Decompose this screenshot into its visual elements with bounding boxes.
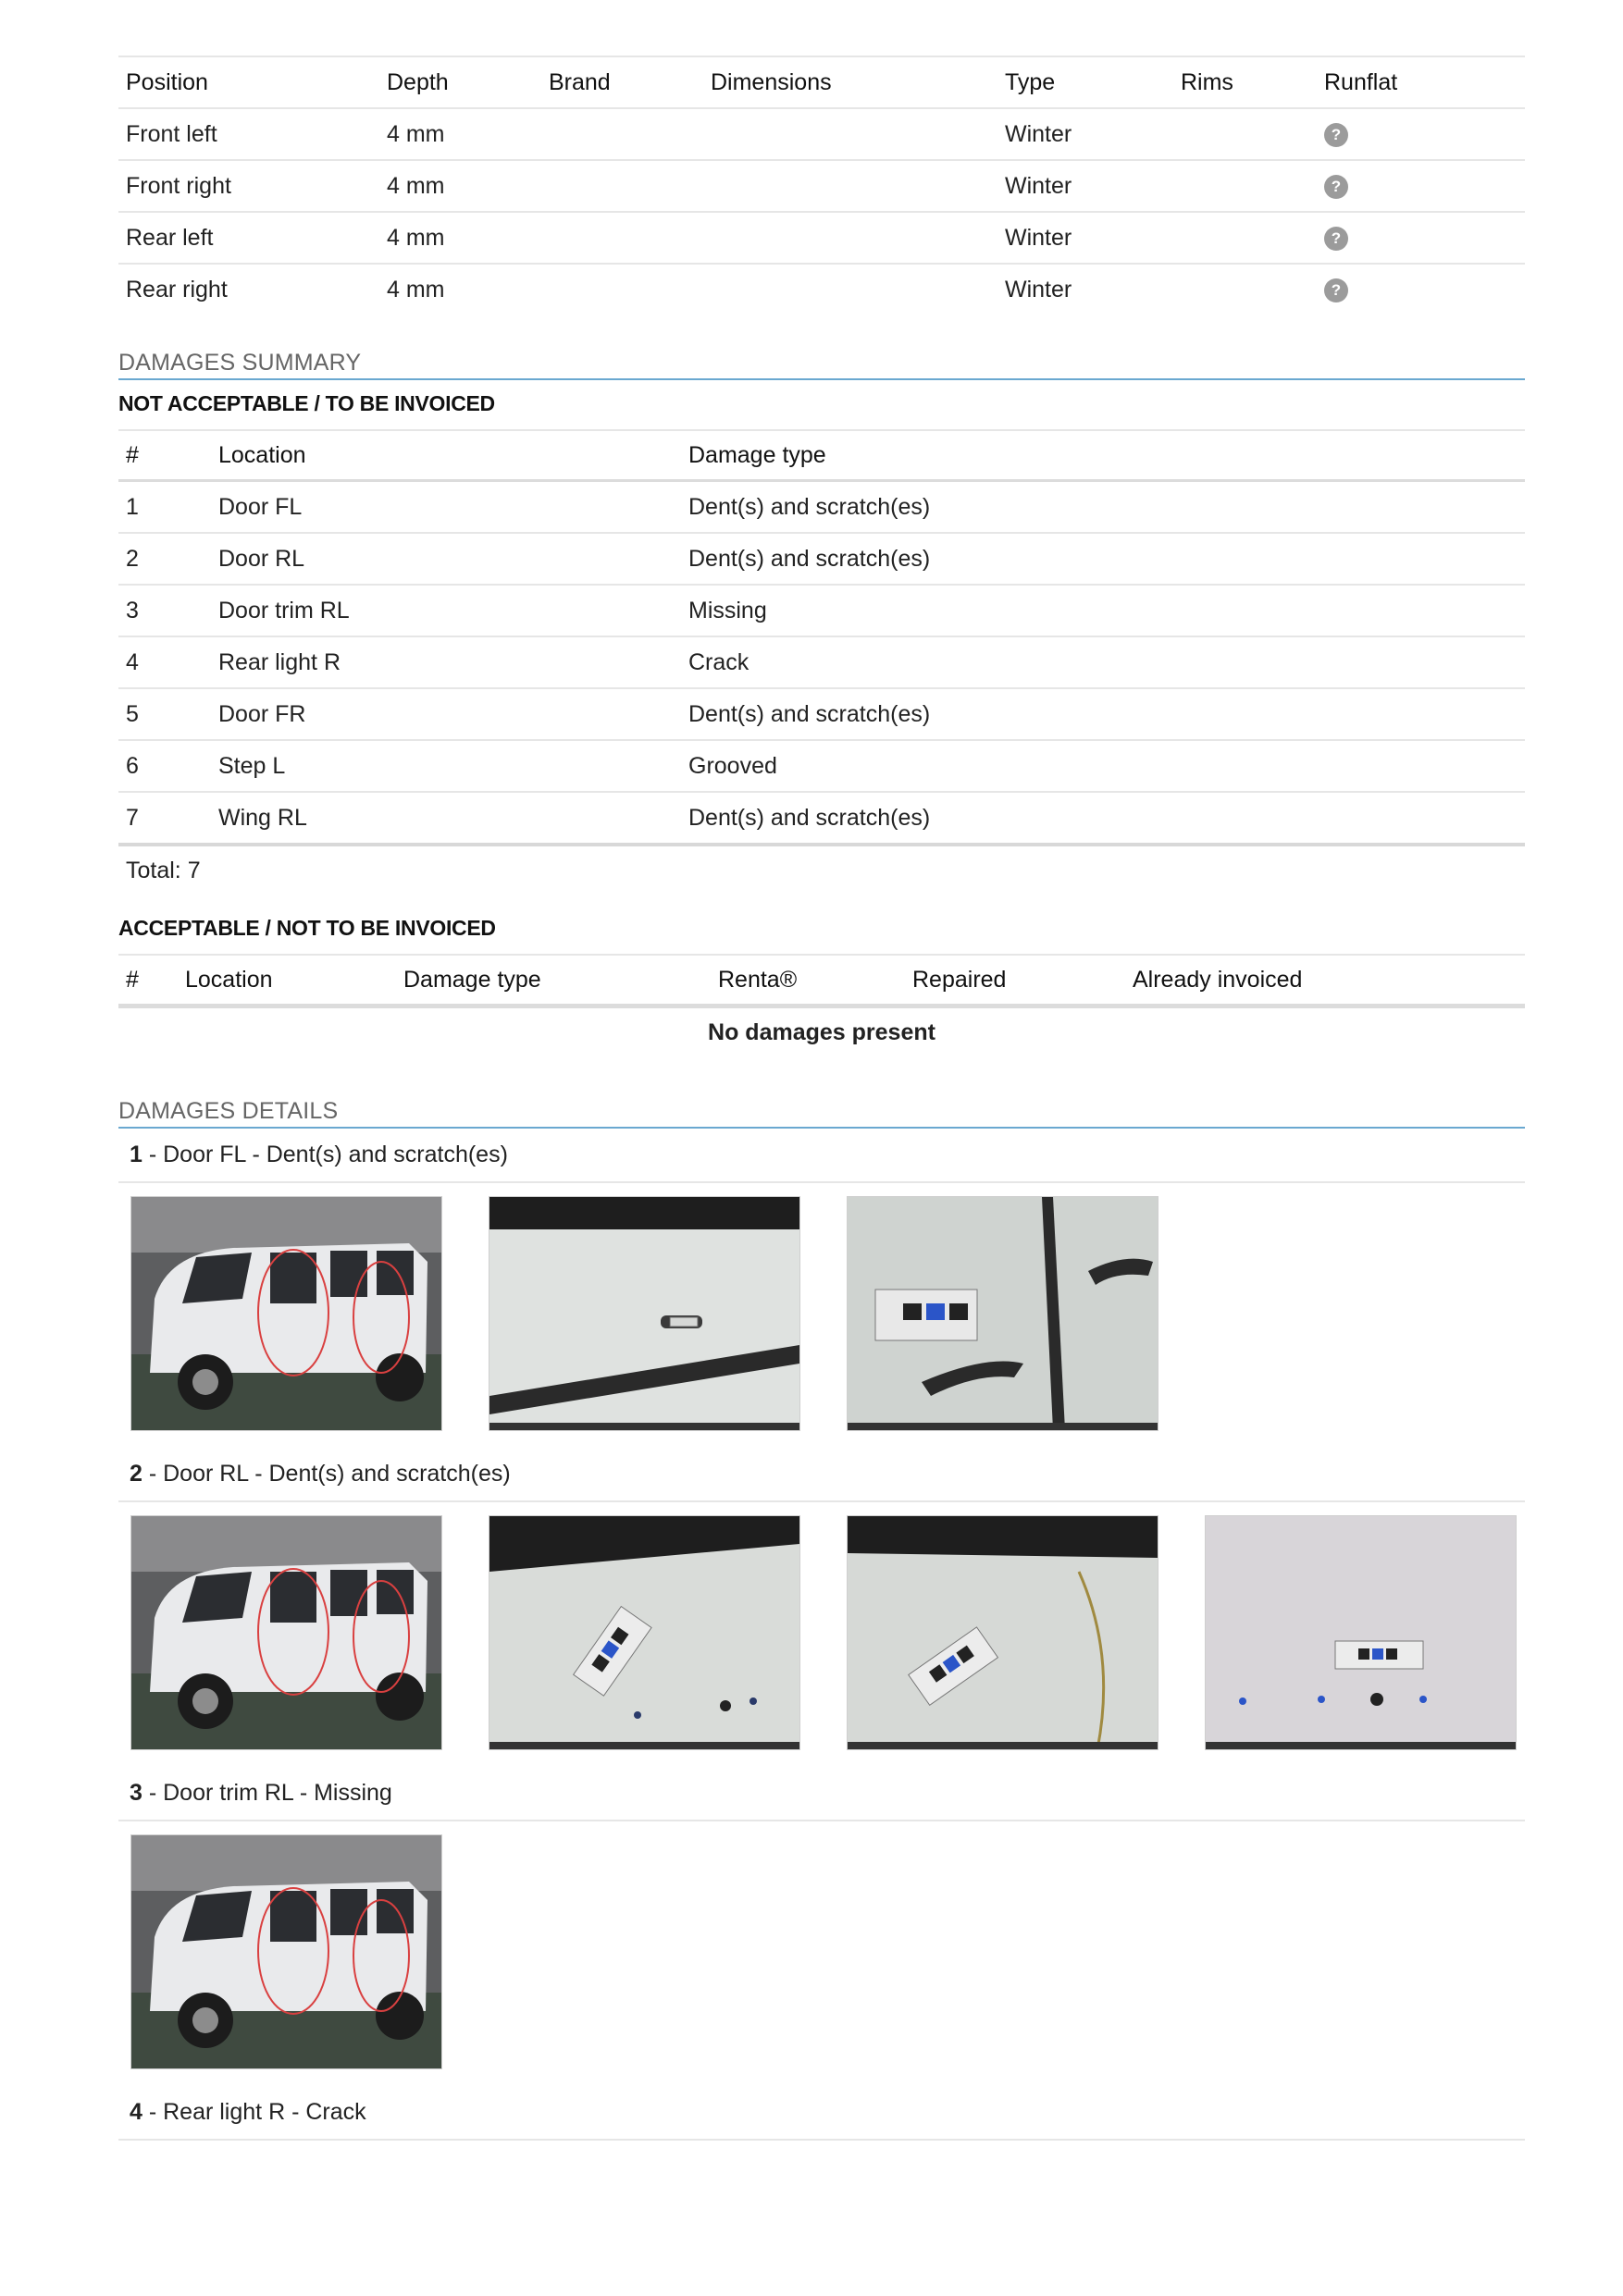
not-acceptable-heading: NOT ACCEPTABLE / TO BE INVOICED bbox=[118, 380, 1525, 431]
tire-depth: 4 mm bbox=[387, 276, 445, 302]
photo-door-closeup[interactable] bbox=[489, 1196, 800, 1431]
damage-number: 7 bbox=[126, 804, 139, 831]
damage-number: 4 bbox=[126, 648, 139, 675]
tire-rims bbox=[1173, 212, 1317, 264]
col-number: # bbox=[126, 441, 139, 468]
photo-van-overview[interactable] bbox=[130, 1515, 442, 1750]
tire-dimensions bbox=[703, 264, 997, 315]
tire-depth: 4 mm bbox=[387, 120, 445, 147]
tire-rims bbox=[1173, 160, 1317, 212]
tire-depth: 4 mm bbox=[387, 172, 445, 199]
col-runflat: Runflat bbox=[1324, 68, 1398, 95]
photo-gallery bbox=[118, 1502, 1525, 1767]
tire-brand bbox=[541, 264, 703, 315]
photo-gallery bbox=[118, 1183, 1525, 1448]
damage-detail-heading bbox=[118, 1767, 1525, 1821]
damage-detail-text: - Door trim RL - Missing bbox=[142, 1780, 392, 1806]
photo-van-overview[interactable] bbox=[130, 1834, 442, 2069]
col-location: Location bbox=[218, 441, 306, 468]
table-row bbox=[118, 792, 1525, 843]
damage-detail-number: 2 bbox=[130, 1461, 142, 1487]
tire-dimensions bbox=[703, 160, 997, 212]
tire-position: Rear left bbox=[126, 224, 214, 251]
tire-dimensions bbox=[703, 108, 997, 160]
col-damage-type: Damage type bbox=[403, 966, 541, 993]
tire-type: Winter bbox=[1005, 120, 1072, 147]
damage-location: Door FR bbox=[218, 700, 306, 727]
not-acceptable-table bbox=[118, 431, 1525, 843]
damage-type: Dent(s) and scratch(es) bbox=[688, 545, 931, 572]
damages-total: Total: 7 bbox=[118, 843, 1525, 895]
damage-detail-text: - Door RL - Dent(s) and scratch(es) bbox=[142, 1461, 511, 1487]
damage-type: Missing bbox=[688, 597, 767, 623]
damage-location: Door FL bbox=[218, 493, 303, 520]
damage-number: 5 bbox=[126, 700, 139, 727]
damage-detail-text: - Door FL - Dent(s) and scratch(es) bbox=[142, 1142, 508, 1167]
col-damage-type: Damage type bbox=[688, 441, 826, 468]
tire-position: Front left bbox=[126, 120, 217, 147]
col-number: # bbox=[126, 966, 139, 993]
damage-detail-number: 4 bbox=[130, 2099, 142, 2125]
tire-dimensions bbox=[703, 212, 997, 264]
tire-position: Rear right bbox=[126, 276, 228, 302]
damage-detail-heading bbox=[118, 1448, 1525, 1502]
table-row bbox=[118, 481, 1525, 534]
table-row bbox=[118, 108, 1525, 160]
damage-location: Step L bbox=[218, 752, 286, 779]
col-depth: Depth bbox=[387, 68, 449, 95]
tire-type: Winter bbox=[1005, 276, 1072, 302]
col-rims: Rims bbox=[1181, 68, 1233, 95]
col-already-invoiced: Already invoiced bbox=[1133, 966, 1303, 993]
damage-location: Wing RL bbox=[218, 804, 307, 831]
report-page bbox=[118, 56, 1525, 2141]
damage-type: Grooved bbox=[688, 752, 777, 779]
damages-summary-title: DAMAGES SUMMARY bbox=[118, 350, 1525, 380]
table-row bbox=[118, 533, 1525, 585]
tire-rims bbox=[1173, 264, 1317, 315]
acceptable-heading: ACCEPTABLE / NOT TO BE INVOICED bbox=[118, 905, 1525, 956]
damage-detail-heading bbox=[118, 1129, 1525, 1183]
col-renta: Renta® bbox=[718, 966, 798, 993]
col-brand: Brand bbox=[549, 68, 611, 95]
acceptable-table bbox=[118, 956, 1525, 1004]
damage-number: 2 bbox=[126, 545, 139, 572]
photo-panel-ruler[interactable] bbox=[489, 1515, 800, 1750]
damage-type: Dent(s) and scratch(es) bbox=[688, 700, 931, 727]
table-row bbox=[118, 740, 1525, 792]
damage-detail-number: 3 bbox=[130, 1780, 142, 1806]
photo-van-overview[interactable] bbox=[130, 1196, 442, 1431]
tire-brand bbox=[541, 108, 703, 160]
col-location: Location bbox=[185, 966, 273, 993]
photo-panel-dents[interactable] bbox=[1205, 1515, 1517, 1750]
table-row bbox=[118, 585, 1525, 636]
question-icon[interactable]: ? bbox=[1324, 227, 1348, 251]
damage-number: 1 bbox=[126, 493, 139, 520]
damage-detail-number: 1 bbox=[130, 1142, 142, 1167]
tire-brand bbox=[541, 212, 703, 264]
no-damages-message: No damages present bbox=[118, 1004, 1525, 1057]
tire-position: Front right bbox=[126, 172, 231, 199]
damage-type: Dent(s) and scratch(es) bbox=[688, 493, 931, 520]
damage-location: Rear light R bbox=[218, 648, 341, 675]
tire-rims bbox=[1173, 108, 1317, 160]
table-row bbox=[118, 688, 1525, 740]
question-icon[interactable]: ? bbox=[1324, 175, 1348, 199]
col-position: Position bbox=[126, 68, 208, 95]
question-icon[interactable]: ? bbox=[1324, 278, 1348, 302]
damage-type: Dent(s) and scratch(es) bbox=[688, 804, 931, 831]
question-icon[interactable]: ? bbox=[1324, 123, 1348, 147]
photo-panel-ruler-edge[interactable] bbox=[847, 1515, 1158, 1750]
col-dimensions: Dimensions bbox=[711, 68, 832, 95]
table-row bbox=[118, 264, 1525, 315]
tire-depth: 4 mm bbox=[387, 224, 445, 251]
table-row bbox=[118, 636, 1525, 688]
damage-location: Door RL bbox=[218, 545, 305, 572]
tire-type: Winter bbox=[1005, 224, 1072, 251]
damages-details-title: DAMAGES DETAILS bbox=[118, 1098, 1525, 1129]
tire-brand bbox=[541, 160, 703, 212]
col-repaired: Repaired bbox=[912, 966, 1007, 993]
damage-number: 6 bbox=[126, 752, 139, 779]
damage-detail-heading bbox=[118, 2086, 1525, 2141]
damage-type: Crack bbox=[688, 648, 750, 675]
table-row bbox=[118, 160, 1525, 212]
photo-gallery bbox=[118, 1821, 1525, 2086]
damage-detail-text: - Rear light R - Crack bbox=[142, 2099, 366, 2125]
tire-type: Winter bbox=[1005, 172, 1072, 199]
table-row bbox=[118, 212, 1525, 264]
damage-location: Door trim RL bbox=[218, 597, 350, 623]
photo-door-handle-ruler[interactable] bbox=[847, 1196, 1158, 1431]
tires-table bbox=[118, 56, 1525, 315]
tires-header-row bbox=[118, 56, 1525, 108]
damage-number: 3 bbox=[126, 597, 139, 623]
col-type: Type bbox=[1005, 68, 1056, 95]
